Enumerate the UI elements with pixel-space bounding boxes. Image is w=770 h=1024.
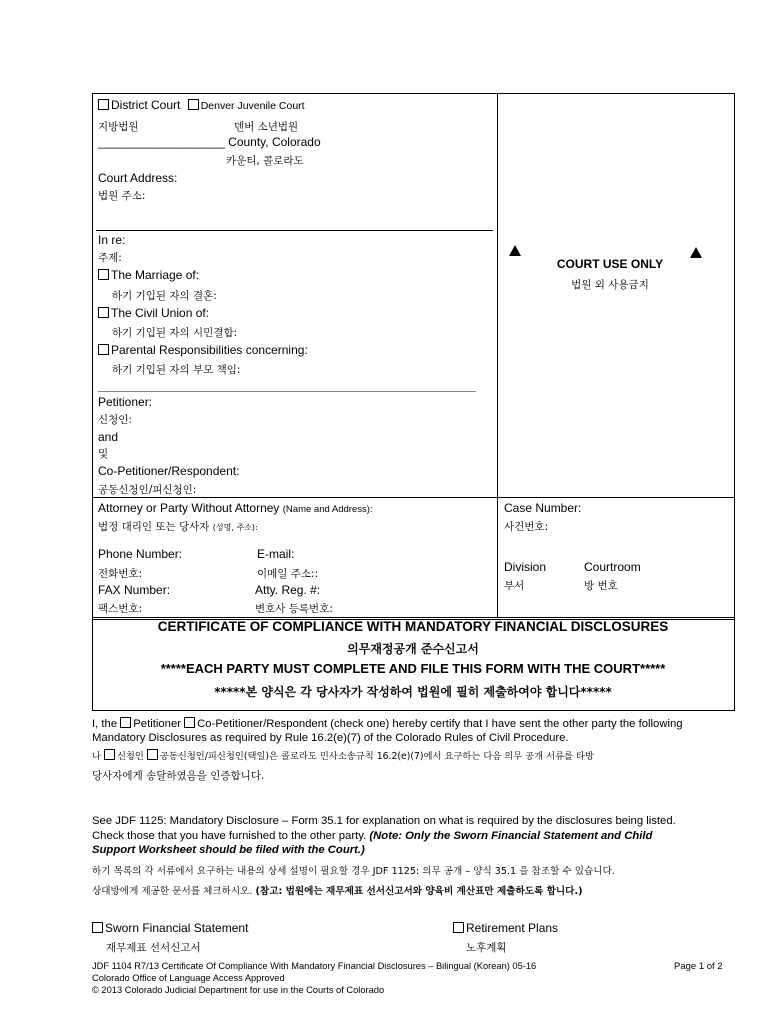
case-number-label: Case Number: <box>504 501 582 515</box>
attorney-ko: 법정 대리인 또는 당사자 <box>98 521 210 533</box>
in-re-label: In re: <box>98 233 126 247</box>
page-number: Page 1 of 2 <box>674 961 723 972</box>
parties-blank-line[interactable] <box>98 391 476 392</box>
cert-ko-line2: 당사자에게 송달하였음을 인증합니다. <box>92 770 265 782</box>
footer-form-id: JDF 1104 R7/13 Certificate Of Compliance With Mandatory Financial Disclosures – Bilingual (Korean) 05-16 <box>92 961 537 971</box>
court-use-only-ko: 법원 외 사용금지 <box>571 279 649 291</box>
cert-ko-line1 <box>92 748 594 762</box>
caption-divider <box>497 93 498 618</box>
denver-juvenile-label: Denver Juvenile Court <box>200 100 305 112</box>
petitioner-ko: 신청인: <box>98 414 132 426</box>
form-title: CERTIFICATE OF COMPLIANCE WITH MANDATORY FINANCIAL DISCLOSURES <box>157 619 669 634</box>
attorney-sub: (Name and Address): <box>282 504 373 515</box>
footer-copyright: © 2013 Colorado Judicial Department for use in the Courts of Colorado <box>92 985 385 995</box>
fax-label: FAX Number: <box>98 583 171 597</box>
see-line2 <box>92 830 652 842</box>
attorney-ko-line <box>98 519 258 534</box>
and-ko: 및 <box>98 448 109 460</box>
cert-ko-copetitioner-checkbox[interactable] <box>147 749 158 760</box>
county-blank[interactable]: ___________________ <box>98 135 225 149</box>
cert-ko-petitioner-checkbox[interactable] <box>104 749 115 760</box>
retirement-option[interactable] <box>453 921 558 935</box>
email-label: E-mail: <box>257 547 295 561</box>
district-court-ko: 지방법원 <box>98 121 139 133</box>
form-instruction-ko: *****본 양식은 각 당사자가 작성하여 법원에 필히 제출하여야 합니다***** <box>214 685 612 699</box>
parental-label: Parental Responsibilities concerning: <box>111 343 308 357</box>
parental-checkbox[interactable] <box>98 344 109 355</box>
see-line2b: (Note: Only the Sworn Financial Statement and Child <box>369 830 653 842</box>
co-petitioner-ko: 공동신청인/피신청인: <box>98 484 197 496</box>
court-address-line <box>96 230 493 231</box>
see-ko2a: 상대방에게 제공한 문서를 체크하시오. <box>92 886 253 897</box>
marriage-option[interactable] <box>98 268 199 282</box>
sworn-checkbox[interactable] <box>92 922 103 933</box>
cert-petitioner-checkbox[interactable] <box>120 717 131 728</box>
court-options <box>98 98 305 112</box>
see-line3: Support Worksheet should be filed with the Court.) <box>92 844 365 856</box>
cert-copetitioner-checkbox[interactable] <box>184 717 195 728</box>
civil-union-checkbox[interactable] <box>98 307 109 318</box>
form-instruction: *****EACH PARTY MUST COMPLETE AND FILE THIS FORM WITH THE COURT***** <box>160 661 666 676</box>
cert-line2: Mandatory Disclosures as required by Rule 16.2(e)(7) of the Colorado Rules of Civil Procedure. <box>92 732 569 744</box>
parental-ko: 하기 기입된 자의 부모 책임: <box>112 364 241 376</box>
case-number-ko: 사건번호: <box>504 521 549 533</box>
court-address-ko: 법원 주소: <box>98 190 146 202</box>
courtroom-ko: 방 번호 <box>584 580 618 592</box>
up-arrow-icon-left <box>509 245 521 256</box>
cert-pre: I, the <box>92 718 118 730</box>
attorney-row-line <box>92 497 734 498</box>
district-court-label: District Court <box>111 98 181 112</box>
denver-juvenile-ko: 덴버 소년법원 <box>234 121 299 133</box>
court-use-only: COURT USE ONLY <box>556 257 664 271</box>
co-petitioner-label: Co-Petitioner/Respondent: <box>98 464 240 478</box>
marriage-label: The Marriage of: <box>111 268 200 282</box>
marriage-ko: 하기 기입된 자의 결혼: <box>112 290 217 302</box>
cert-ko-pre: 나 <box>92 751 101 762</box>
sworn-label: Sworn Financial Statement <box>105 921 249 935</box>
cert-line1 <box>92 717 683 730</box>
parental-option[interactable] <box>98 343 308 357</box>
division-label: Division <box>504 560 547 574</box>
attorney-label: Attorney or Party Without Attorney <box>98 501 280 515</box>
phone-label: Phone Number: <box>98 547 183 561</box>
county-ko: 카운티, 콜로라도 <box>226 155 304 167</box>
petitioner-label: Petitioner: <box>98 395 153 409</box>
attorney-line <box>98 501 373 515</box>
phone-ko: 전화번호: <box>98 568 143 580</box>
atty-reg-ko: 변호사 등록번호: <box>255 603 333 615</box>
retirement-checkbox[interactable] <box>453 922 464 933</box>
denver-juvenile-checkbox[interactable] <box>188 99 199 110</box>
form-title-ko: 의무재정공개 준수신고서 <box>347 642 479 656</box>
see-line2a: Check those that you have furnished to the other party. <box>92 830 367 842</box>
retirement-ko: 노후계획 <box>466 942 507 954</box>
see-ko1: 하기 목록의 각 서류에서 요구하는 내용의 상세 설명이 필요할 경우 JDF 1125: 의무 공개 – 양식 35.1 을 참조할 수 있습니다. <box>92 866 615 877</box>
county-label: County, Colorado <box>228 135 321 149</box>
marriage-checkbox[interactable] <box>98 269 109 280</box>
county-line <box>98 135 321 149</box>
email-ko: 이메일 주소:: <box>257 568 319 580</box>
up-arrow-icon-right <box>690 247 702 258</box>
see-ko2 <box>92 883 582 897</box>
fax-ko: 팩스번호: <box>98 603 143 615</box>
cert-rest1: Co-Petitioner/Respondent (check one) hereby certify that I have sent the other party the following <box>197 718 683 730</box>
see-ko2b: (참고: 법원에는 재무제표 선서신고서와 양육비 계산표만 제출하도록 합니다.) <box>255 886 583 897</box>
in-re-ko: 주제: <box>98 252 122 264</box>
sworn-ko: 재무제표 선서신고서 <box>106 942 201 954</box>
civil-union-ko: 하기 기입된 자의 시민결합: <box>112 327 238 339</box>
footer-approval: Colorado Office of Language Access Approved <box>92 973 285 983</box>
and-label: and <box>98 430 119 444</box>
retirement-label: Retirement Plans <box>466 921 559 935</box>
attorney-ko-sub: (성명, 주소): <box>212 523 258 532</box>
division-ko: 부서 <box>504 580 525 592</box>
courtroom-label: Courtroom <box>584 560 641 574</box>
cert-ko-petitioner: 신청인 <box>116 751 144 762</box>
cert-ko-rest: 공동신청인/피신청인(택일)은 콜로라도 민사소송규칙 16.2(e)(7)에서 요구하는 다음 의무 공개 서류를 타방 <box>159 751 594 762</box>
civil-union-option[interactable] <box>98 306 209 320</box>
civil-union-label: The Civil Union of: <box>111 306 210 320</box>
court-address-label: Court Address: <box>98 171 178 185</box>
see-line1: See JDF 1125: Mandatory Disclosure – Form 35.1 for explanation on what is required by the disclosures being listed. <box>92 815 676 827</box>
district-court-checkbox[interactable] <box>98 99 109 110</box>
cert-petitioner: Petitioner <box>133 718 181 730</box>
sworn-option[interactable] <box>92 921 248 935</box>
atty-reg-label: Atty. Reg. #: <box>255 583 321 597</box>
